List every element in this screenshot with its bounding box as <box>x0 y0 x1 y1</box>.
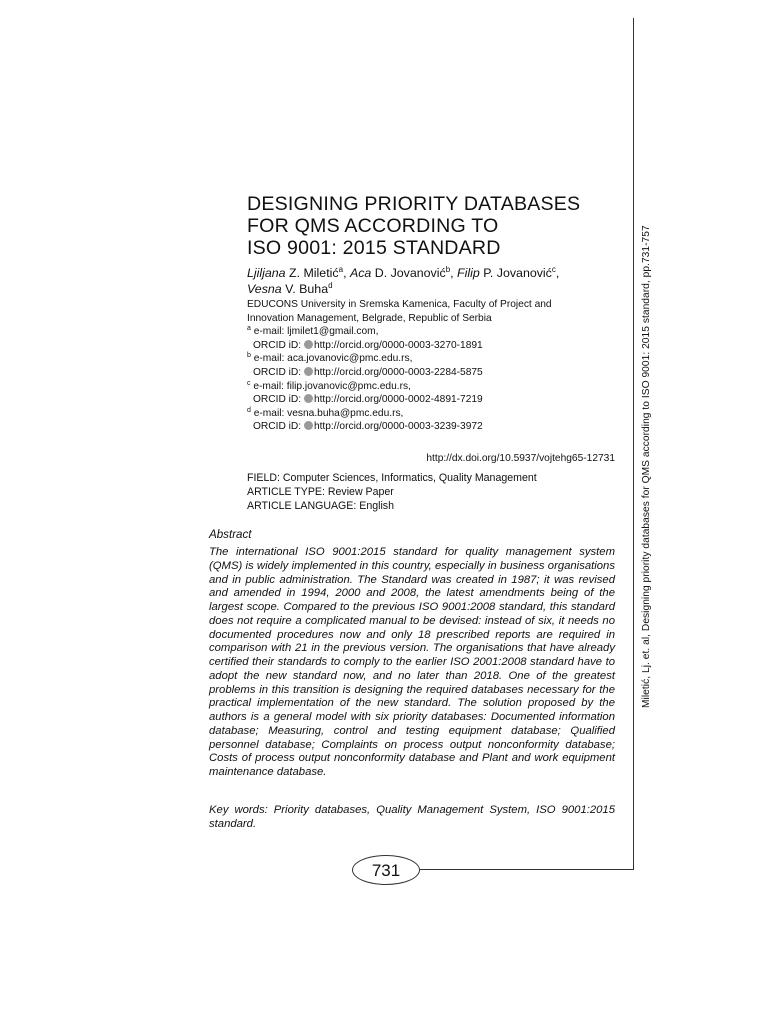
author-superscript: b <box>445 265 451 274</box>
frame-vertical-rule <box>633 18 634 870</box>
contact-orcid-a <box>247 339 627 353</box>
title-line: FOR QMS ACCORDING TO <box>247 215 499 237</box>
author-name: P. Jovanović <box>483 266 552 280</box>
frame-horizontal-rule <box>420 869 634 870</box>
abstract-text: The international ISO 9001:2015 standard for quality management system (QMS) is widely implemented in this country, especially in business organisations and in public administration. The Standard was created in 1987; it was revised and amended in 1994, 2000 and 2008, the latest amendments being of the largest scope. Compared to the previous ISO 9001:2008 standard, this standard does not require a complicated manual to be devised: instead of six, it needs no documented procedures now and only 18 prescribed reports are required in comparison with 21 in the previous version. The organisations that have already certified their standards to comply to the earlier ISO 2001:2008 standard have to adopt the new standard now, and no later than 2018. One of the greatest problems in this transition is designing the required databases necessary for the practical implementation of the new standard. The solution proposed by the authors is a general model with six priority databases: Documented information database; Measuring, control and testing equipment database; Qualified personnel database; Complaints on process output nonconformity database; Costs of process output nonconformity database and Plant and work equipment maintenance database. <box>209 546 615 778</box>
contact-email-d <box>247 407 627 421</box>
email-link[interactable]: e-mail: ljmilet1@gmail.com, <box>253 326 379 338</box>
author-line-2 <box>247 281 627 297</box>
doi-link[interactable]: http://dx.doi.org/10.5937/vojtehg65-12731 <box>426 453 615 464</box>
affiliation-block <box>247 298 627 434</box>
article-meta <box>247 471 627 513</box>
contact-email-a <box>247 325 627 339</box>
orcid-icon <box>304 421 313 430</box>
abstract-heading: Abstract <box>209 528 252 541</box>
contact-orcid-c <box>247 393 627 407</box>
article-type-line: ARTICLE TYPE: Review Paper <box>247 486 394 498</box>
author-separator: , <box>450 266 458 280</box>
author-separator: , <box>555 266 560 280</box>
author-first-name: Ljiljana <box>247 266 286 280</box>
author-first-name: Vesna <box>247 282 282 296</box>
contact-orcid-d <box>247 420 627 434</box>
abstract-body <box>209 546 615 780</box>
author-name: V. Buha <box>285 282 329 296</box>
orcid-icon <box>304 394 313 403</box>
contact-superscript: c <box>247 379 251 387</box>
contact-email-b <box>247 352 627 366</box>
email-link[interactable]: e-mail: vesna.buha@pmc.edu.rs, <box>253 407 404 419</box>
orcid-link[interactable]: http://orcid.org/0000-0002-4891-7219 <box>313 394 483 406</box>
author-name: D. Jovanović <box>374 266 446 280</box>
orcid-link[interactable]: http://orcid.org/0000-0003-2284-5875 <box>313 366 483 378</box>
key-words: Key words: Priority databases, Quality Management System, ISO 9001:2015 standard. <box>209 804 615 830</box>
author-first-name: Aca <box>349 266 372 280</box>
contact-orcid-b <box>247 366 627 380</box>
email-link[interactable]: e-mail: filip.jovanovic@pmc.edu.rs, <box>253 380 411 392</box>
article-language-line: ARTICLE LANGUAGE: English <box>247 500 394 512</box>
contact-superscript: b <box>247 352 251 360</box>
author-line-1 <box>247 265 627 281</box>
affiliation-line: EDUCONS University in Sremska Kamenica, Faculty of Project and <box>247 299 552 310</box>
orcid-label: ORCID iD: <box>253 394 304 406</box>
author-name: Z. Miletić <box>289 266 339 280</box>
orcid-link[interactable]: http://orcid.org/0000-0003-3270-1891 <box>313 339 483 351</box>
page-number: 731 <box>352 855 420 885</box>
contact-superscript: a <box>247 325 251 333</box>
title-line: DESIGNING PRIORITY DATABASES <box>247 193 581 215</box>
orcid-label: ORCID iD: <box>253 339 304 351</box>
contact-superscript: d <box>247 406 251 414</box>
orcid-icon <box>304 340 313 349</box>
contact-email-c <box>247 380 627 394</box>
orcid-label: ORCID iD: <box>253 421 304 433</box>
author-superscript: c <box>551 265 556 274</box>
title-line: ISO 9001: 2015 STANDARD <box>247 237 501 259</box>
side-running-header: Miletić, Lj. et. al, Designing priority databases for QMS according to ISO 9001: 2015 standard, pp.731-757 <box>641 225 652 708</box>
field-line: FIELD: Computer Sciences, Informatics, Quality Management <box>247 472 537 484</box>
author-superscript: d <box>328 281 333 290</box>
author-superscript: a <box>338 265 344 274</box>
orcid-icon <box>304 367 313 376</box>
paper-title <box>247 193 627 259</box>
author-first-name: Filip <box>457 266 480 280</box>
orcid-label: ORCID iD: <box>253 366 304 378</box>
affiliation-line: Innovation Management, Belgrade, Republic of Serbia <box>247 312 492 324</box>
email-link[interactable]: e-mail: aca.jovanovic@pmc.edu.rs, <box>253 353 413 365</box>
author-list <box>247 265 627 297</box>
author-separator: , <box>343 266 350 280</box>
orcid-link[interactable]: http://orcid.org/0000-0003-3239-3972 <box>313 421 483 433</box>
